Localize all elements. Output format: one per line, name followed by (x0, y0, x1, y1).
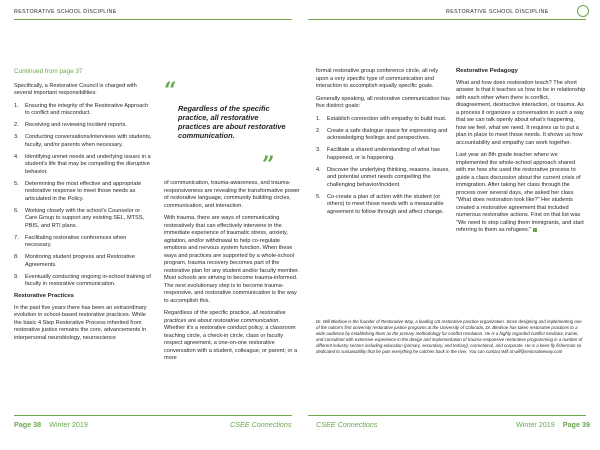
responsibility-item (14, 208, 152, 231)
restorative-practices-paragraph: In the past five years there has been an extraordinary evolution in school-based restorative practices. While the basic 4 Step Restorative Process inherited from restorative justice remains the core, advancements in interpersonal neurobiology, neuroscience (14, 304, 147, 341)
responsibility-text: Eventually conducting ongoing in-school training of faculty in restorative communication. (25, 273, 151, 287)
responsibility-text: Determining the most effective and appropriate restorative response to meet those needs as articulated in the Policy. (25, 180, 142, 202)
responsibility-number: 6. (14, 207, 19, 214)
col2-paragraph-3 (164, 310, 300, 363)
left-running-header: RESTORATIVE SCHOOL DISCIPLINE (14, 9, 117, 15)
responsibility-number: 8. (14, 254, 19, 260)
goal-item (316, 116, 451, 124)
responsibility-item (14, 154, 152, 177)
header-rule-right (308, 19, 586, 20)
responsibility-item (14, 235, 152, 250)
column-1 (14, 68, 152, 347)
council-responsibilities-list (14, 103, 152, 289)
restorative-practices-heading: Restorative Practices (14, 293, 74, 299)
council-intro: Specifically, a Restorative Council is charged with several important responsibilities: (14, 82, 137, 96)
restorative-goals-list (316, 116, 451, 217)
goal-item (316, 167, 451, 190)
continued-from-label: Continued from page 37 (14, 68, 83, 75)
responsibility-text: Conducting conversations/interviews with students, faculty, and/or parents when necessary. (25, 134, 152, 148)
column-2 (164, 180, 300, 368)
goal-item (316, 194, 451, 217)
column-4 (456, 68, 586, 240)
right-issue-date: Winter 2019 (516, 420, 555, 429)
responsibility-text: Receiving and reviewing incident reports. (25, 122, 127, 128)
goal-number: 3. (316, 147, 321, 153)
col4-paragraph-2 (456, 152, 586, 235)
goal-item (316, 128, 451, 143)
goal-item (316, 147, 451, 162)
author-bio: Dr. Will Bledsoe is the founder of Restorative Way, a leading US restorative practice organization. Since designing and implementing one of the nation's first university restorative justice programs at the University of Colorado, Dr. Bledsoe has taken restorative practices to a wide audience by establishing them as the primary methodology for conflict resolution. He is a highly regarded conflict mediator, trainer, and consultant with extensive experience in the design and implementation of trauma-responsive restorative programming in a number of different industry sectors including education (primary, secondary, and tertiary), correctional, and corporate. He is a keen fly fisherman so dedicated to sustainability that he puts everything he catches back in the river. You can contact Will at will@restorativeway.com (316, 319, 583, 355)
responsibility-number: 1. (14, 102, 19, 109)
pull-quote (164, 80, 296, 176)
responsibility-item (14, 103, 152, 118)
goal-number: 4. (316, 166, 321, 173)
col2-paragraph-1: of communication, trauma-awareness, and trauma-responsiveness are revealing the transformative power of restorative language, community building circles, communication, and interaction. (164, 180, 300, 209)
end-of-article-icon (533, 228, 537, 232)
right-page-number: Page 39 (562, 420, 590, 429)
responsibility-number: 7. (14, 234, 19, 241)
left-issue-date: Winter 2019 (49, 420, 88, 429)
col4-paragraph-2-text: Last year an 8th grade teacher where we implemented the whole-school approach shared with me how she used the restorative process to guide a class discussion about the current crisis of immigration. After taking her class through the process over several days, she asked her class "What does restoration look like?" Her students created a restorative agreement that included numerous restorative actions. First on that list was "We need to stop calling them immigrants, and start referring to them as refugees." (456, 152, 584, 233)
responsibility-number: 3. (14, 134, 19, 140)
goal-number: 2. (316, 127, 321, 134)
responsibility-text: Ensuring the integrity of the Restorative Approach to conflict and misconduct. (25, 102, 149, 116)
goal-text: Co-create a plan of action with the student (or others) to meet those needs with a measurable agreement to follow through and affect change. (327, 193, 444, 215)
column-3 (316, 68, 451, 221)
responsibility-text: Working closely with the school's Counselor or Care Group to support any existing SEL, MTSS, PBIS, and RTI plans. (25, 207, 145, 229)
left-page-number: Page 38 (14, 420, 42, 429)
responsibility-text: Monitoring student progress and Restorative Agreements. (25, 254, 136, 268)
col2-p3-emphasis: all restorative practices are about restorative communication (164, 310, 286, 324)
goal-number: 5. (316, 193, 321, 200)
responsibility-text: Facilitating restorative conferences when necessary. (25, 234, 127, 248)
goal-text: Discover the underlying thinking, reasons, issues, and potential unmet needs compelling the challenging behavior/incident. (327, 166, 450, 188)
circular-leaf-logo-icon (577, 5, 589, 17)
responsibility-number: 5. (14, 180, 19, 187)
footer-rule-right (308, 415, 586, 416)
responsibility-item (14, 181, 152, 204)
restorative-pedagogy-heading: Restorative Pedagogy (456, 68, 518, 74)
header-rule-left (14, 19, 292, 20)
footer-rule-left (14, 415, 292, 416)
responsibility-item (14, 134, 152, 149)
left-magazine-name: CSEE Connections (230, 420, 292, 429)
goal-text: Facilitate a shared understanding of what has happened, or is happening. (327, 147, 440, 161)
col2-p3-lead: Regardless of the specific practice, (164, 310, 253, 316)
open-quote-icon: “ (164, 78, 177, 104)
goal-number: 1. (316, 115, 321, 122)
responsibility-item (14, 254, 152, 269)
responsibility-number: 2. (14, 122, 19, 128)
pull-quote-text: Regardless of the specific practice, all restorative practices are about restorative communication. (178, 104, 286, 140)
right-footer (516, 420, 590, 429)
left-footer (14, 420, 88, 429)
responsibility-item (14, 274, 152, 289)
goal-text: Create a safe dialogue space for expressing and acknowledging feelings and perspectives. (327, 127, 448, 141)
close-quote-icon: ” (262, 152, 275, 178)
col2-paragraph-2: With trauma, there are ways of communicating restoratively that can effectively intervene in the immediate experience of traumatic stress, anxiety, agitation, and/or withdrawal to help co-regulate emotions and nervous system function. When these ways and practices are supported by a whole-school program, trauma recovery becomes part of the restorative plan for any student and/or faculty member. Most schools are striving to become trauma-informed. The next evolutionary step is to become trauma-responsive, and restorative communication is the way to accomplish this. (164, 215, 300, 304)
right-magazine-name: CSEE Connections (316, 420, 378, 429)
responsibility-number: 4. (14, 153, 19, 160)
col2-p3-tail: . Whether it's a restorative conduct policy, a classroom teaching circle, a check-in circle, class or faculty respect agreement, a one-on-one restorative conversation with a student, colleague, or parent; or a more (164, 317, 298, 361)
col3-paragraph-2: Generally speaking, all restorative communication has five distinct goals: (316, 95, 451, 109)
responsibility-number: 9. (14, 273, 19, 280)
goal-text: Establish connection with empathy to build trust. (327, 115, 447, 122)
responsibility-item (14, 122, 152, 130)
responsibility-text: Identifying unmet needs and underlying issues in a student's life that may be compelling the disruptive behavior. (25, 153, 151, 175)
right-running-header: RESTORATIVE SCHOOL DISCIPLINE (446, 9, 549, 15)
col4-paragraph-1: What and how does restoration teach? The short answer is that it teaches us how to be in relationship with each other when there is conflict, disagreement, destructive interaction, or trauma. As a process it organizes a conversation in such a way that we can talk openly about what's happening, how we feel, what we need. It requires us to put a plan in place to meet those needs. It shows us how accountability and empathy can work together. (456, 79, 586, 146)
col3-paragraph-1: formal restorative group conference circle, all rely upon a very specific type of communication and interaction to accomplish equally specific goals. (316, 68, 439, 89)
